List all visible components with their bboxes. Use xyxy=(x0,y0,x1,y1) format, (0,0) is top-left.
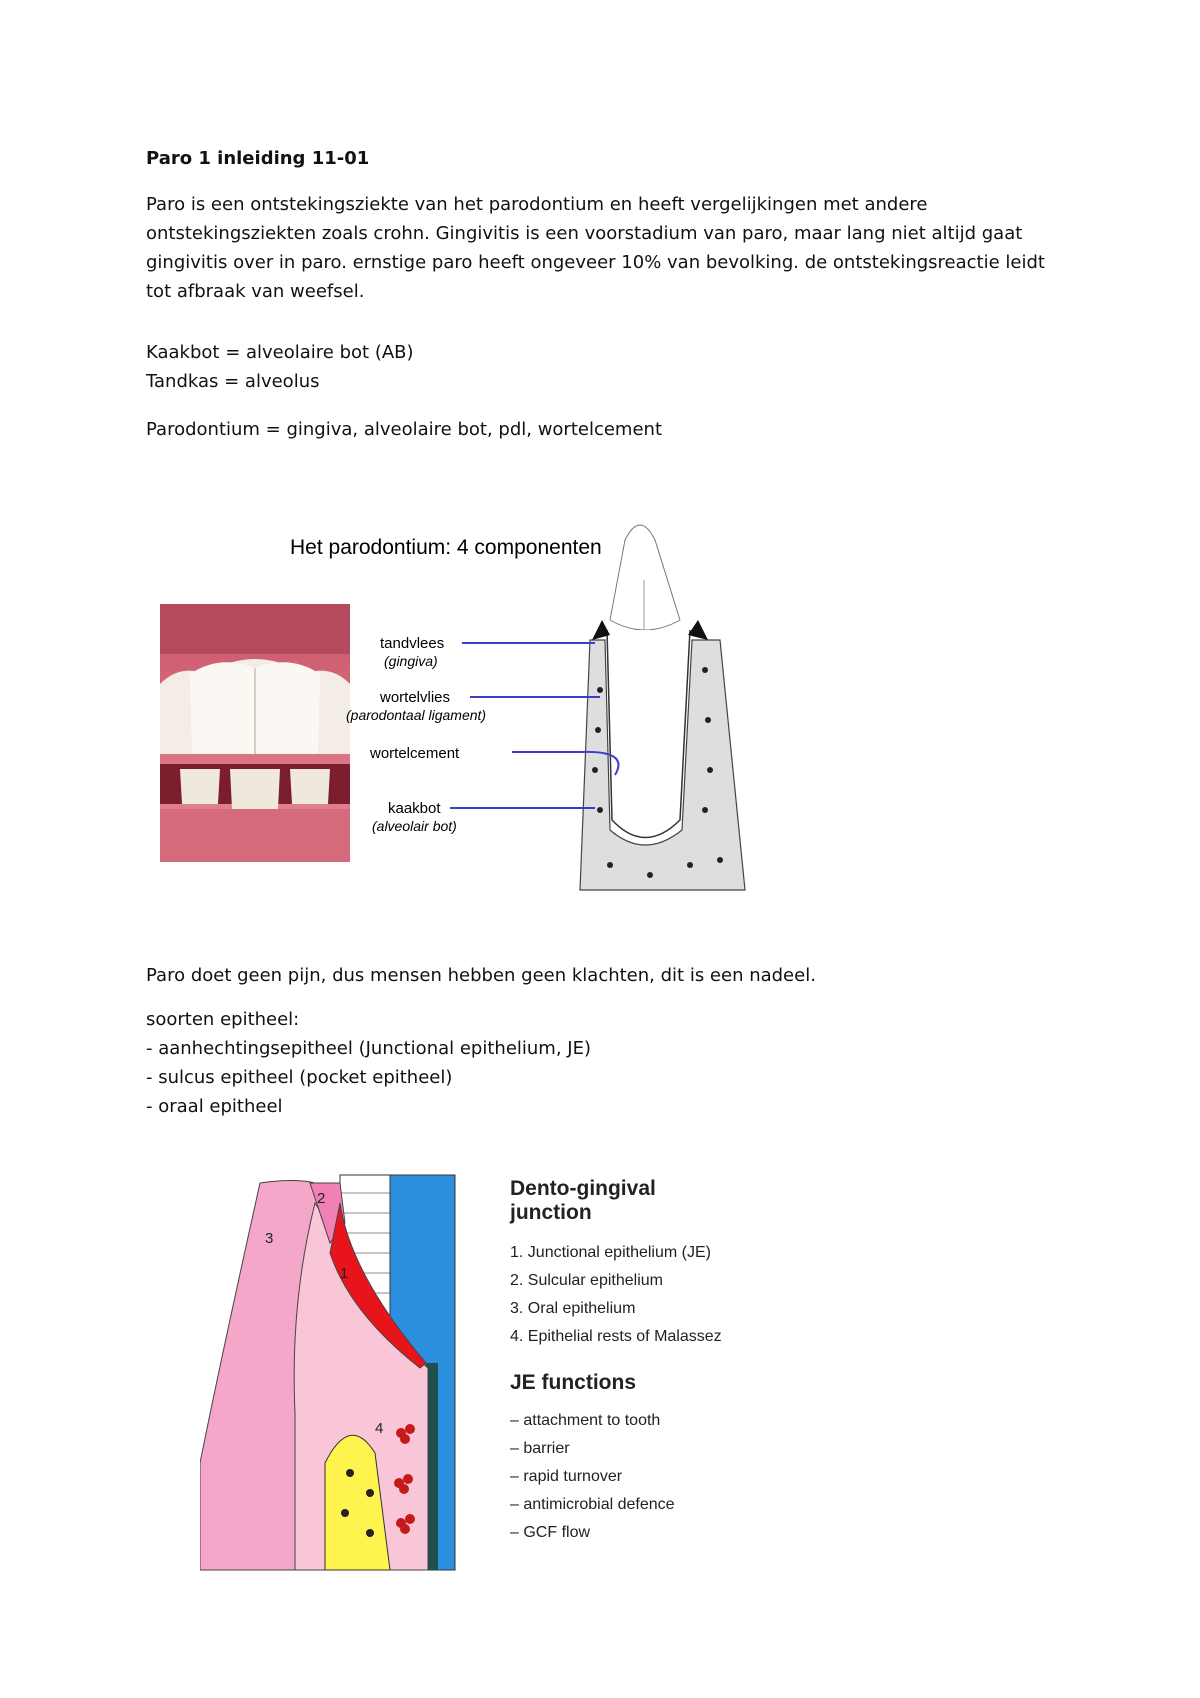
label-wortelvlies: wortelvlies xyxy=(380,689,451,706)
function-item: – rapid turnover xyxy=(510,1468,623,1485)
epitheel-item: - oraal epitheel xyxy=(146,1096,283,1117)
label-wortelcement: wortelcement xyxy=(370,745,460,762)
component-item: 1. Junctional epithelium (JE) xyxy=(510,1244,711,1261)
component-item: 4. Epithelial rests of Malassez xyxy=(510,1328,722,1345)
diagram-title-line2: junction xyxy=(510,1201,592,1224)
label-kaakbot: kaakbot xyxy=(388,800,441,817)
definition-tandkas: Tandkas = alveolus xyxy=(146,371,320,392)
component-item: 3. Oral epithelium xyxy=(510,1300,636,1317)
paragraph-geen-pijn: Paro doet geen pijn, dus mensen hebben geen klachten, dit is een nadeel. xyxy=(146,965,816,986)
functions-title: JE functions xyxy=(510,1371,637,1394)
function-item: – attachment to tooth xyxy=(510,1412,661,1429)
definition-kaakbot: Kaakbot = alveolaire bot (AB) xyxy=(146,342,414,363)
intro-paragraph: Paro is een ontstekingsziekte van het parodontium en heeft vergelijkingen met andere ontstekingsziekten zoals crohn. Gingivitis is een voorstadium van paro, maar lang niet altijd gaat gingivitis over in paro. ernstige paro heeft ongeveer 10% van bevolking. de ontstekingsreactie leidt tot afbraak van weefsel. xyxy=(146,194,1045,302)
label-gingiva: (gingiva) xyxy=(384,653,438,669)
parodontium-definition: Parodontium = gingiva, alveolaire bot, pdl, wortelcement xyxy=(146,419,663,440)
epitheel-block xyxy=(146,1005,591,1121)
tooth-root xyxy=(607,630,690,838)
tooth-crown-outline xyxy=(610,525,680,620)
epitheel-item: - sulcus epitheel (pocket epitheel) xyxy=(146,1067,453,1088)
dento-gingival-diagram xyxy=(200,1163,760,1573)
region-number-3: 3 xyxy=(265,1230,274,1247)
epitheel-heading: soorten epitheel: xyxy=(146,1009,300,1030)
epitheel-item: - aanhechtingsepitheel (Junctional epithelium, JE) xyxy=(146,1038,591,1059)
label-parodontaal-ligament: (parodontaal ligament) xyxy=(346,707,487,723)
label-alveolair-bot: (alveolair bot) xyxy=(372,818,457,834)
function-item: – GCF flow xyxy=(510,1524,591,1541)
function-item: – antimicrobial defence xyxy=(510,1496,675,1513)
region-number-1: 1 xyxy=(340,1265,349,1282)
parodontium-diagram-title: Het parodontium: 4 componenten xyxy=(290,536,602,559)
diagram-title-line1: Dento-gingival xyxy=(510,1177,656,1200)
document-title: Paro 1 inleiding 11-01 xyxy=(146,148,370,169)
parodontium-diagram xyxy=(280,510,760,900)
label-tandvlees: tandvlees xyxy=(380,635,445,652)
region-number-4: 4 xyxy=(375,1420,384,1437)
function-item: – barrier xyxy=(510,1440,570,1457)
definitions-block xyxy=(146,338,414,396)
region-number-2: 2 xyxy=(317,1190,326,1207)
component-item: 2. Sulcular epithelium xyxy=(510,1272,663,1289)
